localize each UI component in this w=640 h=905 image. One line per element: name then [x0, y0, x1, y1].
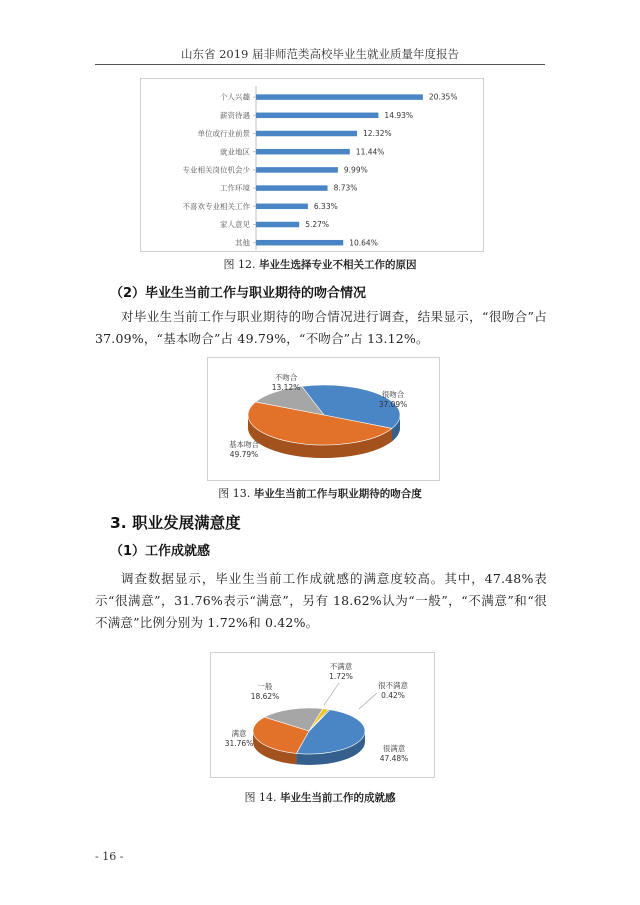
- pie-slice-name: 基本吻合: [229, 440, 259, 449]
- figure-14-caption-text: 毕业生当前工作的成就感: [280, 792, 396, 804]
- paragraph-achievement: 调查数据显示，毕业生当前工作成就感的满意度较高。其中，47.48%表示“很满意”，31.76%表示“满意”，另有 18.62%认为“一般”，“不满意”和“很不满意”比例分别为 1.72%和 0.42%。: [95, 571, 547, 630]
- pie-slice-name: 很不满意: [378, 681, 408, 690]
- bar: [256, 204, 308, 210]
- figure-13-caption-prefix: 图 13.: [218, 487, 251, 500]
- pie-leader-line: [359, 693, 377, 709]
- figure-12-caption: [0, 256, 640, 272]
- pie-leader-line: [324, 683, 339, 705]
- bar: [256, 94, 423, 100]
- pie-slice-name: 不满意: [329, 662, 353, 671]
- pie-slice-name: 一般: [257, 682, 273, 691]
- bar-value-label: 8.73%: [333, 183, 358, 193]
- bar-category-label: 单位或行业前景: [197, 129, 250, 139]
- bar-value-label: 6.33%: [313, 201, 338, 211]
- figure-12-chart: [140, 78, 484, 252]
- bar-category-label: 不喜欢专业相关工作: [182, 201, 250, 211]
- pie-slice-name: 很满意: [382, 744, 406, 753]
- pie-chart-achievement-svg: [211, 653, 434, 777]
- bar-value-label: 12.32%: [363, 129, 392, 139]
- bar-category-label: 工作环境: [220, 183, 250, 193]
- bar: [256, 131, 357, 137]
- pie-slice-value: 18.62%: [250, 692, 280, 701]
- pie-slice-value: 13.12%: [271, 383, 301, 392]
- pie-slice-value: 37.09%: [378, 400, 408, 409]
- bar-value-label: 5.27%: [305, 220, 330, 230]
- figure-12-caption-prefix: 图 12.: [223, 258, 256, 271]
- pie-slice-name: 很吻合: [381, 390, 405, 399]
- figure-14-chart: [210, 652, 435, 778]
- subsection-heading-3-1: （1）工作成就感: [110, 544, 211, 559]
- paragraph-fit: 对毕业生当前工作与职业期待的吻合情况进行调查，结果显示，“很吻合”占 37.09%，“基本吻合”占 49.79%，“不吻合”占 13.12%。: [95, 309, 547, 346]
- pie-slice-name: 满意: [231, 729, 247, 738]
- pie-slice-value: 49.79%: [229, 450, 259, 459]
- bar-value-label: 10.64%: [349, 238, 378, 248]
- bar-chart-svg: [141, 79, 483, 251]
- bar-category-label: 就业地区: [220, 147, 250, 157]
- pie-chart-fit-svg: [208, 358, 439, 480]
- pie-slice-name: 不吻合: [274, 373, 298, 382]
- bar-category-label: 个人兴趣: [220, 92, 250, 102]
- bar: [256, 222, 299, 228]
- figure-14-caption-prefix: 图 14.: [244, 791, 277, 804]
- bar-category-label: 薪资待遇: [220, 110, 250, 120]
- bar: [256, 149, 350, 155]
- bar-value-label: 14.93%: [384, 110, 414, 120]
- pie-slice-value: 31.76%: [224, 739, 254, 748]
- header-rule: [95, 64, 545, 65]
- bar: [256, 167, 338, 173]
- pie-slice-value: 1.72%: [329, 672, 353, 681]
- figure-13-chart: [207, 357, 440, 481]
- bar-value-label: 20.35%: [428, 92, 458, 102]
- figure-12-caption-text: 毕业生选择专业不相关工作的原因: [259, 259, 417, 271]
- bar-category-label: 家人意见: [220, 220, 250, 230]
- figure-13-caption: [0, 485, 640, 501]
- bar: [256, 185, 328, 191]
- bar-category-label: 专业相关岗位机会少: [182, 165, 250, 175]
- pie-slice-value: 47.48%: [379, 754, 409, 763]
- page-header: 山东省 2019 届非师范类高校毕业生就业质量年度报告: [180, 47, 460, 61]
- figure-13-caption-text: 毕业生当前工作与职业期待的吻合度: [253, 488, 422, 500]
- section-heading-3: 3. 职业发展满意度: [110, 514, 241, 532]
- bar-category-label: 其他: [235, 238, 250, 248]
- subsection-heading-2: （2）毕业生当前工作与职业期待的吻合情况: [110, 286, 367, 301]
- pie-slice-value: 0.42%: [381, 691, 405, 700]
- page-number: - 16 -: [95, 850, 124, 863]
- bar: [256, 113, 378, 119]
- bar-value-label: 9.99%: [343, 165, 368, 175]
- bar: [256, 240, 343, 246]
- bar-value-label: 11.44%: [355, 147, 385, 157]
- figure-14-caption: [0, 789, 640, 805]
